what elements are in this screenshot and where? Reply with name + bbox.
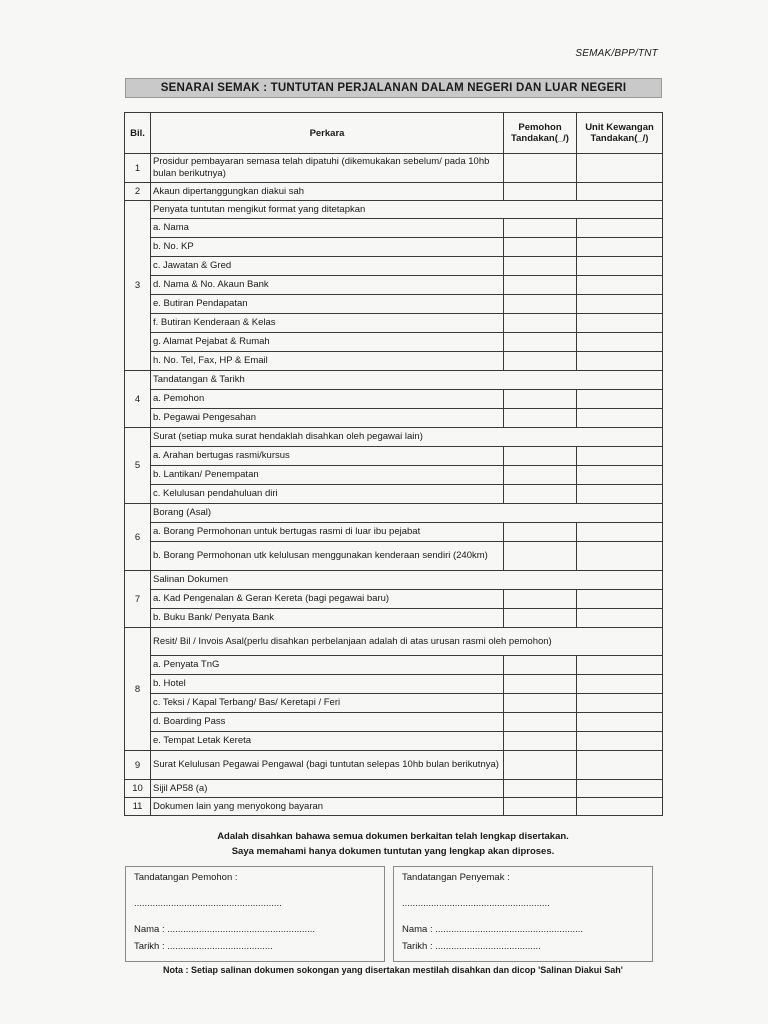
applicant-check-cell[interactable] — [504, 390, 577, 409]
item-number: 4 — [125, 371, 151, 428]
finance-check-cell[interactable] — [577, 276, 663, 295]
checklist-subitem-row — [125, 732, 663, 751]
item-description: a. Borang Permohonan untuk bertugas rasmi di luar ibu pejabat — [151, 523, 504, 542]
checker-name-field[interactable]: Nama : ........................................................ — [402, 924, 584, 935]
finance-check-cell[interactable] — [577, 732, 663, 751]
checklist-subitem-row — [125, 485, 663, 504]
item-number: 9 — [125, 751, 151, 780]
finance-check-cell[interactable] — [577, 694, 663, 713]
checklist-item-row — [125, 780, 663, 798]
finance-check-cell[interactable] — [577, 609, 663, 628]
applicant-check-cell[interactable] — [504, 257, 577, 276]
finance-check-cell[interactable] — [577, 523, 663, 542]
checklist-item-row — [125, 628, 663, 656]
confirmation-statement — [124, 829, 662, 859]
item-description: b. Buku Bank/ Penyata Bank — [151, 609, 504, 628]
checklist-subitem-row — [125, 238, 663, 257]
finance-check-cell[interactable] — [577, 409, 663, 428]
finance-check-cell[interactable] — [577, 183, 663, 201]
item-number: 11 — [125, 798, 151, 816]
checklist-item-row — [125, 371, 663, 390]
item-number: 3 — [125, 201, 151, 371]
finance-check-cell[interactable] — [577, 238, 663, 257]
applicant-check-cell[interactable] — [504, 751, 577, 780]
finance-check-cell[interactable] — [577, 751, 663, 780]
finance-check-cell[interactable] — [577, 675, 663, 694]
finance-check-cell[interactable] — [577, 447, 663, 466]
finance-check-cell[interactable] — [577, 333, 663, 352]
item-number: 2 — [125, 183, 151, 201]
checklist-subitem-row — [125, 447, 663, 466]
item-description: c. Kelulusan pendahuluan diri — [151, 485, 504, 504]
item-description: b. Pegawai Pengesahan — [151, 409, 504, 428]
finance-check-cell[interactable] — [577, 314, 663, 333]
finance-check-cell[interactable] — [577, 390, 663, 409]
checklist-subitem-row — [125, 333, 663, 352]
checklist-subitem-row — [125, 675, 663, 694]
applicant-signature-label: Tandatangan Pemohon : — [134, 872, 238, 883]
item-description: Akaun dipertanggungkan diakui sah — [151, 183, 504, 201]
applicant-check-cell[interactable] — [504, 485, 577, 504]
item-description: e. Butiran Pendapatan — [151, 295, 504, 314]
item-description: Surat Kelulusan Pegawai Pengawal (bagi tuntutan selepas 10hb bulan berikutnya) — [151, 751, 504, 780]
item-description: b. Hotel — [151, 675, 504, 694]
finance-check-cell[interactable] — [577, 713, 663, 732]
applicant-check-cell[interactable] — [504, 656, 577, 675]
checklist-subitem-row — [125, 390, 663, 409]
item-description: d. Boarding Pass — [151, 713, 504, 732]
applicant-name-field[interactable]: Nama : ........................................................ — [134, 924, 316, 935]
form-title: SENARAI SEMAK : TUNTUTAN PERJALANAN DALAM NEGERI DAN LUAR NEGERI — [125, 78, 662, 98]
item-description: Salinan Dokumen — [151, 571, 663, 590]
checklist-subitem-row — [125, 694, 663, 713]
header-bil: Bil. — [125, 113, 151, 154]
item-description: h. No. Tel, Fax, HP & Email — [151, 352, 504, 371]
applicant-check-cell[interactable] — [504, 183, 577, 201]
header-pemohon-line2: Tandakan(_/) — [511, 133, 569, 144]
item-description: e. Tempat Letak Kereta — [151, 732, 504, 751]
applicant-check-cell[interactable] — [504, 276, 577, 295]
checklist-subitem-row — [125, 523, 663, 542]
item-number: 7 — [125, 571, 151, 628]
applicant-check-cell[interactable] — [504, 732, 577, 751]
checklist-table — [124, 112, 663, 816]
checker-signature-label: Tandatangan Penyemak : — [402, 872, 510, 883]
item-description: a. Arahan bertugas rasmi/kursus — [151, 447, 504, 466]
header-unit-line2: Tandakan(_/) — [590, 133, 649, 144]
confirmation-line: Saya memahami hanya dokumen tuntutan yang lengkap akan diproses. — [231, 846, 555, 857]
applicant-check-cell[interactable] — [504, 154, 577, 183]
applicant-date-field[interactable]: Tarikh : ........................................ — [134, 941, 273, 952]
checker-date-field[interactable]: Tarikh : ........................................ — [402, 941, 541, 952]
header-unit-kewangan — [577, 113, 663, 154]
checklist-subitem-row — [125, 276, 663, 295]
item-description: Borang (Asal) — [151, 504, 663, 523]
applicant-signature-line[interactable]: ........................................................ — [134, 898, 282, 909]
applicant-check-cell[interactable] — [504, 447, 577, 466]
checklist-subitem-row — [125, 314, 663, 333]
item-description: Surat (setiap muka surat hendaklah disahkan oleh pegawai lain) — [151, 428, 663, 447]
checklist-subitem-row — [125, 466, 663, 485]
checklist-subitem-row — [125, 219, 663, 238]
checklist-item-row — [125, 571, 663, 590]
item-description: Prosidur pembayaran semasa telah dipatuhi (dikemukakan sebelum/ pada 10hb bulan berikutnya) — [151, 154, 504, 183]
checklist-item-row — [125, 154, 663, 183]
checklist-subitem-row — [125, 257, 663, 276]
applicant-check-cell[interactable] — [504, 409, 577, 428]
item-number: 1 — [125, 154, 151, 183]
checklist-item-row — [125, 183, 663, 201]
item-description: a. Penyata TnG — [151, 656, 504, 675]
item-number: 10 — [125, 780, 151, 798]
applicant-check-cell[interactable] — [504, 590, 577, 609]
finance-check-cell[interactable] — [577, 219, 663, 238]
finance-check-cell[interactable] — [577, 542, 663, 571]
item-description: c. Teksi / Kapal Terbang/ Bas/ Keretapi / Feri — [151, 694, 504, 713]
checklist-item-row — [125, 798, 663, 816]
applicant-check-cell[interactable] — [504, 466, 577, 485]
applicant-check-cell[interactable] — [504, 238, 577, 257]
applicant-check-cell[interactable] — [504, 333, 577, 352]
item-description: Dokumen lain yang menyokong bayaran — [151, 798, 504, 816]
item-description: b. Borang Permohonan utk kelulusan menggunakan kenderaan sendiri (240km) — [151, 542, 504, 571]
checker-signature-box — [393, 866, 653, 962]
finance-check-cell[interactable] — [577, 590, 663, 609]
header-pemohon — [504, 113, 577, 154]
finance-check-cell[interactable] — [577, 466, 663, 485]
applicant-check-cell[interactable] — [504, 694, 577, 713]
checklist-item-row — [125, 504, 663, 523]
finance-check-cell[interactable] — [577, 295, 663, 314]
finance-check-cell[interactable] — [577, 798, 663, 816]
item-description: f. Butiran Kenderaan & Kelas — [151, 314, 504, 333]
checklist-subitem-row — [125, 609, 663, 628]
applicant-check-cell[interactable] — [504, 609, 577, 628]
item-description: Penyata tuntutan mengikut format yang ditetapkan — [151, 201, 663, 219]
applicant-check-cell[interactable] — [504, 352, 577, 371]
checklist-item-row — [125, 428, 663, 447]
item-description: Tandatangan & Tarikh — [151, 371, 663, 390]
item-description: a. Pemohon — [151, 390, 504, 409]
checklist-header-row — [125, 113, 663, 154]
checklist-item-row — [125, 201, 663, 219]
finance-check-cell[interactable] — [577, 154, 663, 183]
finance-check-cell[interactable] — [577, 257, 663, 276]
item-description: Sijil AP58 (a) — [151, 780, 504, 798]
header-perkara: Perkara — [151, 113, 504, 154]
checklist-subitem-row — [125, 352, 663, 371]
applicant-check-cell[interactable] — [504, 675, 577, 694]
checklist-subitem-row — [125, 656, 663, 675]
item-description: a. Kad Pengenalan & Geran Kereta (bagi pegawai baru) — [151, 590, 504, 609]
form-reference-code: SEMAK/BPP/TNT — [575, 48, 658, 59]
applicant-signature-box — [125, 866, 385, 962]
item-description: d. Nama & No. Akaun Bank — [151, 276, 504, 295]
confirmation-line: Adalah disahkan bahawa semua dokumen berkaitan telah lengkap disertakan. — [217, 831, 569, 842]
item-description: c. Jawatan & Gred — [151, 257, 504, 276]
applicant-check-cell[interactable] — [504, 542, 577, 571]
applicant-check-cell[interactable] — [504, 295, 577, 314]
item-description: Resit/ Bil / Invois Asal(perlu disahkan perbelanjaan adalah di atas urusan rasmi oleh pemohon) — [151, 628, 663, 656]
applicant-check-cell[interactable] — [504, 219, 577, 238]
checklist-subitem-row — [125, 590, 663, 609]
header-unit-line1: Unit Kewangan — [585, 122, 654, 133]
finance-check-cell[interactable] — [577, 780, 663, 798]
item-description: b. No. KP — [151, 238, 504, 257]
applicant-check-cell[interactable] — [504, 523, 577, 542]
checklist-subitem-row — [125, 295, 663, 314]
checklist-item-row — [125, 751, 663, 780]
applicant-check-cell[interactable] — [504, 314, 577, 333]
applicant-check-cell[interactable] — [504, 780, 577, 798]
checklist-subitem-row — [125, 713, 663, 732]
item-number: 8 — [125, 628, 151, 751]
finance-check-cell[interactable] — [577, 656, 663, 675]
item-description: a. Nama — [151, 219, 504, 238]
finance-check-cell[interactable] — [577, 485, 663, 504]
item-number: 6 — [125, 504, 151, 571]
checklist-subitem-row — [125, 542, 663, 571]
finance-check-cell[interactable] — [577, 352, 663, 371]
checker-signature-line[interactable]: ........................................................ — [402, 898, 550, 909]
item-description: b. Lantikan/ Penempatan — [151, 466, 504, 485]
checklist-subitem-row — [125, 409, 663, 428]
header-pemohon-line1: Pemohon — [518, 122, 562, 133]
item-description: g. Alamat Pejabat & Rumah — [151, 333, 504, 352]
applicant-check-cell[interactable] — [504, 798, 577, 816]
footnote: Nota : Setiap salinan dokumen sokongan yang disertakan mestilah disahkan dan dicop 'Salinan Diakui Sah' — [163, 965, 623, 975]
item-number: 5 — [125, 428, 151, 504]
applicant-check-cell[interactable] — [504, 713, 577, 732]
